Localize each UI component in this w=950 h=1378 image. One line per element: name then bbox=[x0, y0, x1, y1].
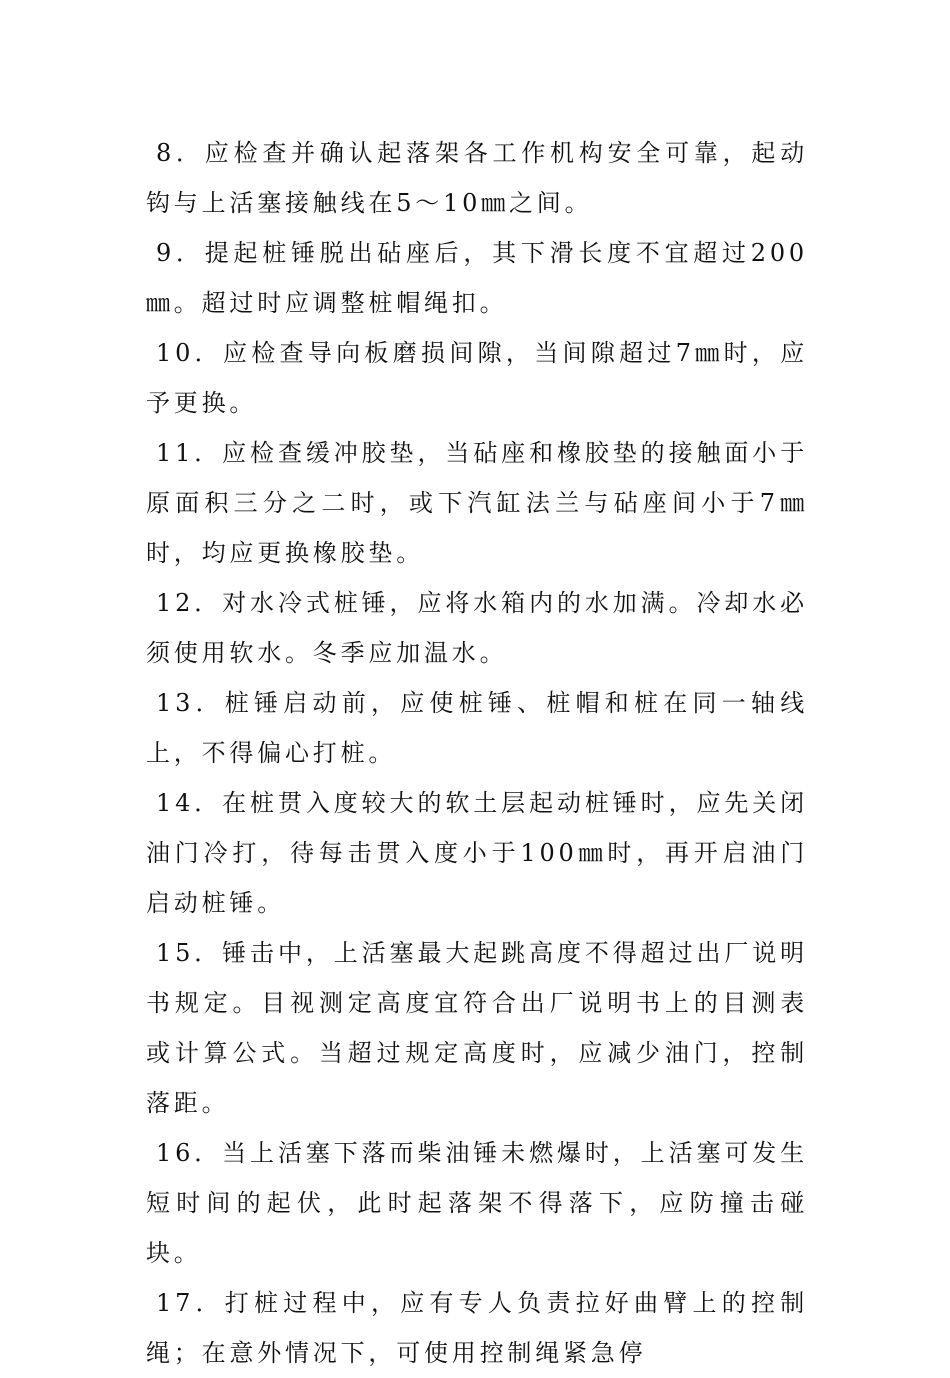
paragraph-item-12: 12．对水冷式桩锤，应将水箱内的水加满。冷却水必须使用软水。冬季应加温水。 bbox=[146, 589, 808, 667]
paragraph-item-9: 9．提起桩锤脱出砧座后，其下滑长度不宜超过200㎜。超过时应调整桩帽绳扣。 bbox=[146, 239, 808, 317]
paragraph-item-15: 15．锤击中，上活塞最大起跳高度不得超过出厂说明书规定。目视测定高度宜符合出厂说明书上的目测表或计算公式。当超过规定高度时，应减少油门，控制落距。 bbox=[146, 939, 808, 1117]
paragraph-item-13: 13．桩锤启动前，应使桩锤、桩帽和桩在同一轴线上，不得偏心打桩。 bbox=[146, 689, 808, 767]
paragraph-item-17: 17．打桩过程中，应有专人负责拉好曲臂上的控制绳；在意外情况下，可使用控制绳紧急停 bbox=[146, 1289, 808, 1367]
paragraph-item-16: 16．当上活塞下落而柴油锤未燃爆时，上活塞可发生短时间的起伏，此时起落架不得落下，应防撞击碰块。 bbox=[146, 1139, 808, 1267]
paragraph-item-11: 11．应检查缓冲胶垫，当砧座和橡胶垫的接触面小于原面积三分之二时，或下汽缸法兰与砧座间小于7㎜时，均应更换橡胶垫。 bbox=[146, 439, 808, 567]
paragraph-item-10: 10．应检查导向板磨损间隙，当间隙超过7㎜时，应予更换。 bbox=[146, 339, 808, 417]
document-body bbox=[146, 128, 808, 1378]
paragraph-item-8: 8．应检查并确认起落架各工作机构安全可靠，起动钩与上活塞接触线在5～10㎜之间。 bbox=[146, 139, 808, 217]
paragraph-item-14: 14．在桩贯入度较大的软土层起动桩锤时，应先关闭油门冷打，待每击贯入度小于100㎜时，再开启油门启动桩锤。 bbox=[146, 789, 808, 917]
